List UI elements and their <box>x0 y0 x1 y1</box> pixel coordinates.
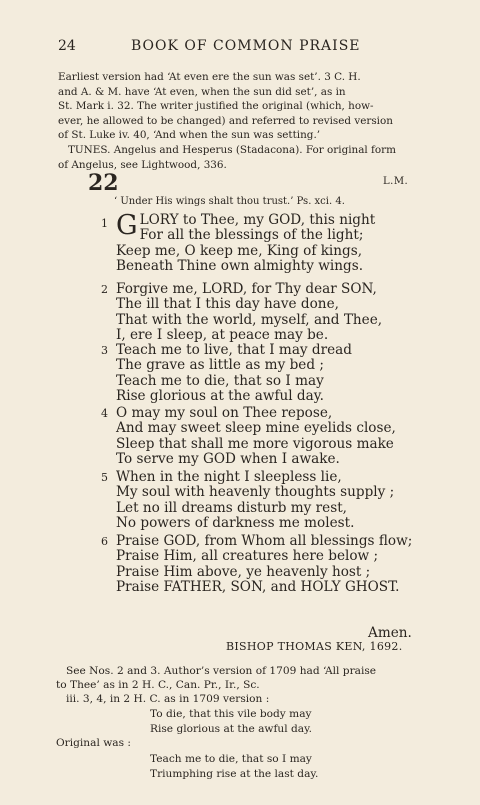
quote-original <box>150 752 318 782</box>
verse-line: My soul with heavenly thoughts supply ; <box>116 484 395 501</box>
hymn-epigraph: ‘ Under His wings shalt thou trust.’ Ps. xci. 4. <box>114 196 345 207</box>
verse-line: Sleep that shall me more vigorous make <box>116 435 394 452</box>
stanza-5 <box>101 470 394 531</box>
verse-line: Forgive me, LORD, for Thy dear SON, <box>116 281 377 297</box>
page-number: 24 <box>58 38 76 54</box>
note-line: St. Mark i. 32. The writer justified the original (which, how- <box>58 100 374 113</box>
stanza-number: 6 <box>101 535 108 548</box>
verse-line: When in the night I sleepless lie, <box>116 469 342 485</box>
verse-text: LORY to Thee, my GOD, this night <box>139 212 376 228</box>
note-line: ever, he allowed to be changed) and referred to revised version <box>58 114 393 127</box>
amen: Amen. <box>368 625 412 641</box>
quote-line: Rise glorious at the awful day. <box>150 723 313 735</box>
note-line: and A. & M. have ‘At even, when the sun did set’, as in <box>58 85 346 98</box>
verse-line: Praise GOD, from Whom all blessings flow; <box>116 533 413 549</box>
top-note <box>58 70 438 172</box>
verse-line: Rise glorious at the awful day. <box>116 387 324 404</box>
hymn-author: BISHOP THOMAS KEN, 1692. <box>226 640 403 653</box>
hymn-number: 22 <box>88 170 119 196</box>
quote-line: To die, that this vile body may <box>150 708 312 720</box>
quote-line: Teach me to die, that so I may <box>150 753 312 765</box>
note-line: TUNES. Angelus and Hesperus (Stadacona). For original form <box>68 143 396 156</box>
stanza-2 <box>101 282 382 343</box>
stanza-4 <box>101 406 396 467</box>
original-label: Original was : <box>56 737 131 749</box>
stanza-number: 3 <box>101 344 108 357</box>
stanza-number: 2 <box>101 283 108 296</box>
stanza-number: 4 <box>101 407 108 420</box>
verse-line: The grave as little as my bed ; <box>116 357 324 374</box>
note-line: of Angelus, see Lightwood, 336. <box>58 158 227 171</box>
bottom-note <box>56 664 440 707</box>
quote-1789 <box>150 707 312 737</box>
quote-line: Triumphing rise at the last day. <box>150 768 319 780</box>
stanza-3 <box>101 343 352 404</box>
verse-line: Praise FATHER, SON, and HOLY GHOST. <box>116 578 400 595</box>
verse-line: Praise Him, all creatures here below ; <box>116 548 379 565</box>
verse-line: Teach me to live, that I may dread <box>116 342 352 358</box>
verse-line: I, ere I sleep, at peace may be. <box>116 326 329 343</box>
stanza-6 <box>101 534 412 595</box>
note-line: iii. 3, 4, in 2 H. C. as in 1709 version : <box>66 693 270 706</box>
verse-line: Let no ill dreams disturb my rest, <box>116 499 347 516</box>
verse-line: Teach me to die, that so I may <box>116 372 324 389</box>
verse-line: That with the world, myself, and Thee, <box>116 311 383 328</box>
stanza-number: 1 <box>101 217 108 230</box>
note-line: of St. Luke iv. 40, ‘And when the sun was setting.’ <box>58 129 321 142</box>
note-line: to Thee’ as in 2 H. C., Can. Pr., Ir., Sc. <box>56 679 260 692</box>
stanza-1 <box>101 210 376 274</box>
note-line: Earliest version had ‘At even ere the sun was set’. 3 C. H. <box>58 71 361 83</box>
verse-line: For all the blessings of the light; <box>139 227 364 244</box>
verse-line: Beneath Thine own almighty wings. <box>116 257 364 274</box>
verse-line: No powers of darkness me molest. <box>116 514 355 531</box>
page-header <box>58 38 422 56</box>
verse-line: Praise Him above, ye heavenly host ; <box>116 563 371 580</box>
verse-line: O may my soul on Thee repose, <box>116 405 333 421</box>
stanza-number: 5 <box>101 471 108 484</box>
running-title: BOOK OF COMMON PRAISE <box>131 38 361 54</box>
verse-line: To serve my GOD when I awake. <box>116 450 340 467</box>
drop-cap: G <box>116 210 138 241</box>
note-line: See Nos. 2 and 3. Author’s version of 1709 had ‘All praise <box>66 665 377 677</box>
hymn-meter: L.M. <box>383 176 409 187</box>
verse-line: The ill that I this day have done, <box>116 296 339 313</box>
verse-line: And may sweet sleep mine eyelids close, <box>116 420 396 437</box>
verse-line: Keep me, O keep me, King of kings, <box>116 242 363 259</box>
